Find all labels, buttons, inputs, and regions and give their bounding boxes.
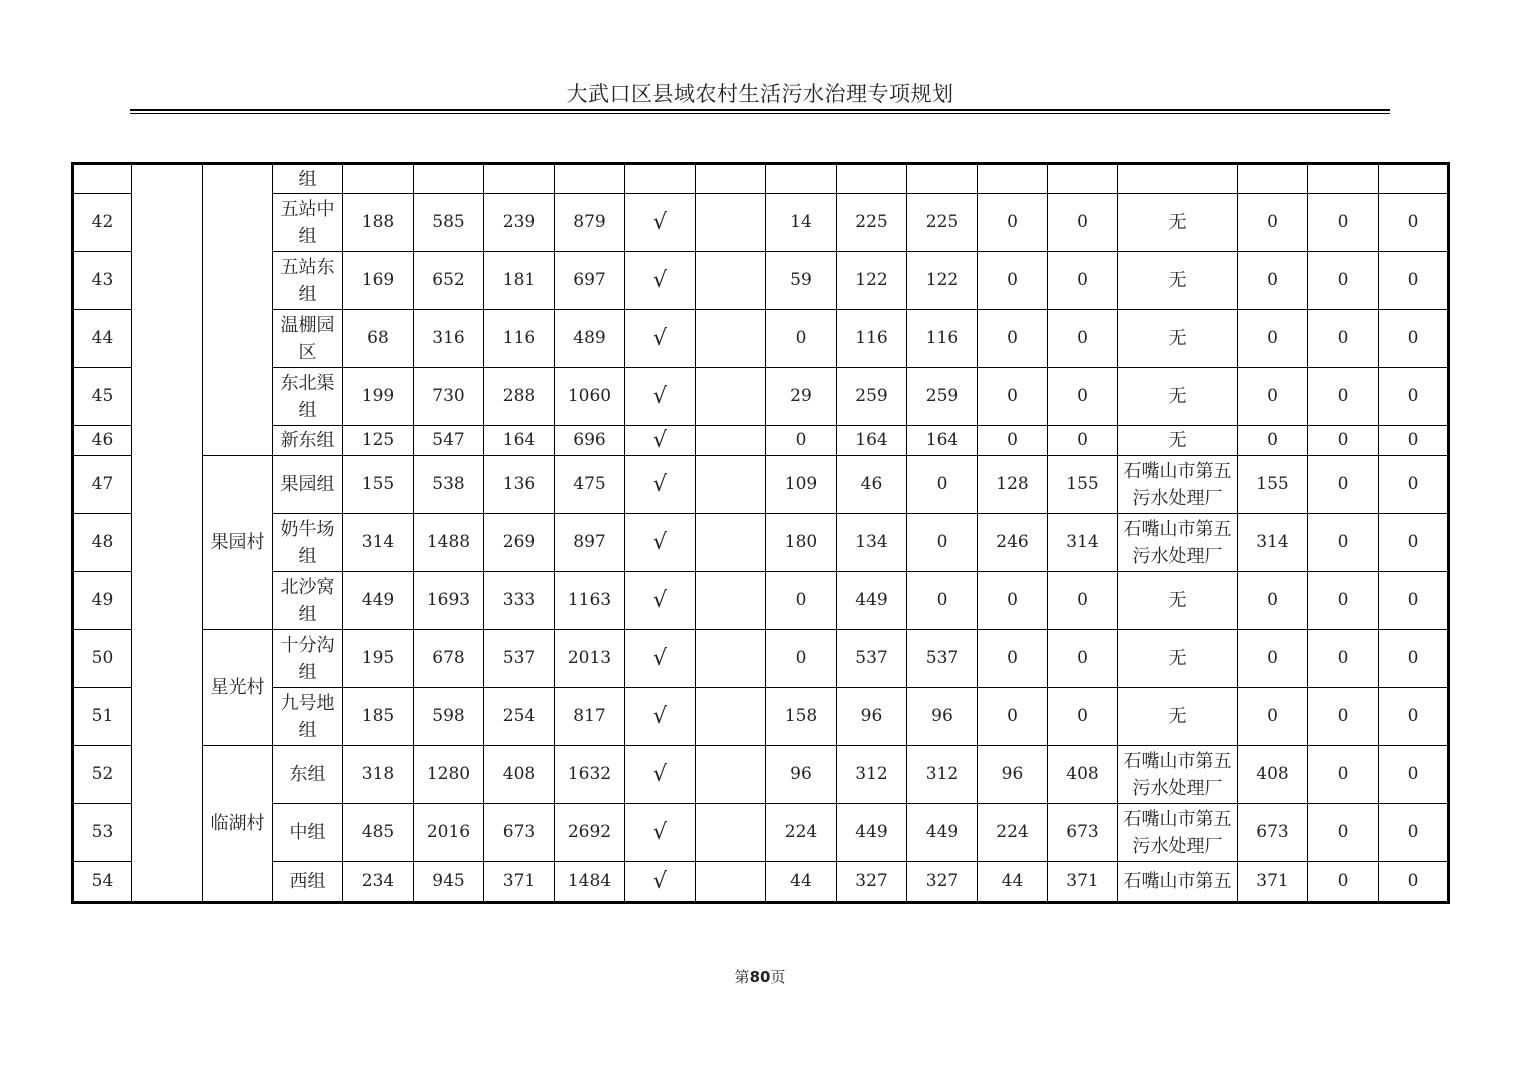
cell-value: 0 — [978, 572, 1048, 630]
cell-value: 158 — [766, 688, 837, 746]
cell-group: 五站东组 — [273, 252, 343, 310]
cell-value: 2016 — [414, 804, 484, 862]
table-row — [73, 514, 1449, 572]
cell-group: 中组 — [273, 804, 343, 862]
cell-check-mark: √ — [625, 456, 696, 514]
cell-value: 0 — [978, 368, 1048, 426]
table-row — [73, 630, 1449, 688]
cell-value: 730 — [414, 368, 484, 426]
cell-check-mark: √ — [625, 572, 696, 630]
cell-value: 0 — [1048, 252, 1118, 310]
cell-value — [696, 368, 766, 426]
cell-value: 408 — [1238, 746, 1308, 804]
cell-value: 1163 — [555, 572, 625, 630]
cell-value: 1484 — [555, 862, 625, 903]
cell-value: 0 — [1048, 194, 1118, 252]
cell-value: 1060 — [555, 368, 625, 426]
header-rule-thin — [130, 113, 1390, 114]
cell-value: 155 — [1048, 456, 1118, 514]
cell-no: 50 — [73, 630, 132, 688]
page-header-title: 大武口区县域农村生活污水治理专项规划 — [566, 82, 954, 106]
cell-no: 43 — [73, 252, 132, 310]
cell-no: 49 — [73, 572, 132, 630]
cell-value: 68 — [343, 310, 414, 368]
cell-value: 449 — [837, 572, 907, 630]
cell-group: 新东组 — [273, 426, 343, 456]
cell-township — [132, 164, 203, 903]
cell-group: 温棚园区 — [273, 310, 343, 368]
cell-value: 0 — [1308, 426, 1379, 456]
cell-value — [696, 252, 766, 310]
cell-value: 0 — [766, 572, 837, 630]
table-row-continued — [73, 164, 1449, 194]
cell-value: 314 — [1238, 514, 1308, 572]
table-row — [73, 310, 1449, 368]
cell-value — [696, 746, 766, 804]
cell-value: 0 — [1308, 746, 1379, 804]
cell-check-mark: √ — [625, 310, 696, 368]
cell-no — [73, 164, 132, 194]
cell-value — [696, 456, 766, 514]
cell-value: 0 — [1308, 514, 1379, 572]
cell-value: 537 — [484, 630, 555, 688]
cell-value: 314 — [1048, 514, 1118, 572]
cell-value: 0 — [1048, 368, 1118, 426]
table-row — [73, 368, 1449, 426]
cell-value: 0 — [1238, 630, 1308, 688]
cell-value: 673 — [484, 804, 555, 862]
cell-treatment-plant: 无 — [1118, 688, 1238, 746]
cell-value: 224 — [978, 804, 1048, 862]
cell-value: 537 — [907, 630, 978, 688]
cell-no: 53 — [73, 804, 132, 862]
cell-value: 155 — [1238, 456, 1308, 514]
table-row — [73, 456, 1449, 514]
cell-treatment-plant: 石嘴山市第五 — [1118, 862, 1238, 903]
cell-value: 312 — [837, 746, 907, 804]
cell-value: 0 — [766, 310, 837, 368]
cell-value: 0 — [978, 194, 1048, 252]
cell-no: 48 — [73, 514, 132, 572]
cell-value: 116 — [484, 310, 555, 368]
cell-value: 408 — [1048, 746, 1118, 804]
cell-value: 696 — [555, 426, 625, 456]
cell-village: 临湖村 — [203, 746, 273, 903]
cell-value: 169 — [343, 252, 414, 310]
cell-value: 164 — [484, 426, 555, 456]
cell-value: 598 — [414, 688, 484, 746]
cell-value: 180 — [766, 514, 837, 572]
cell-value: 0 — [1308, 804, 1379, 862]
cell-value: 449 — [343, 572, 414, 630]
cell-value: 164 — [837, 426, 907, 456]
table-row — [73, 688, 1449, 746]
cell-value — [696, 688, 766, 746]
cell-value: 246 — [978, 514, 1048, 572]
cell-value: 14 — [766, 194, 837, 252]
cell-check-mark: √ — [625, 368, 696, 426]
cell-value: 109 — [766, 456, 837, 514]
cell-check-mark: √ — [625, 194, 696, 252]
cell-value: 0 — [1048, 688, 1118, 746]
cell-value — [696, 514, 766, 572]
table-row — [73, 194, 1449, 252]
cell-value — [696, 194, 766, 252]
cell-treatment-plant: 石嘴山市第五污水处理厂 — [1118, 804, 1238, 862]
cell-value: 1693 — [414, 572, 484, 630]
cell-value: 164 — [907, 426, 978, 456]
cell-check-mark: √ — [625, 426, 696, 456]
cell-value: 2692 — [555, 804, 625, 862]
cell-no: 54 — [73, 862, 132, 903]
cell-value: 259 — [907, 368, 978, 426]
cell-value: 225 — [837, 194, 907, 252]
cell-value: 673 — [1238, 804, 1308, 862]
cell-value: 0 — [1379, 252, 1449, 310]
cell-value: 0 — [1379, 862, 1449, 903]
cell-value: 0 — [1308, 688, 1379, 746]
cell-value: 0 — [978, 252, 1048, 310]
cell-value: 538 — [414, 456, 484, 514]
cell-value: 0 — [1379, 426, 1449, 456]
cell-value: 652 — [414, 252, 484, 310]
cell-value: 945 — [414, 862, 484, 903]
cell-value: 879 — [555, 194, 625, 252]
cell-value: 449 — [837, 804, 907, 862]
cell-value: 0 — [1048, 426, 1118, 456]
cell-no: 42 — [73, 194, 132, 252]
cell-value: 0 — [1379, 572, 1449, 630]
cell-value: 371 — [1238, 862, 1308, 903]
cell-value: 0 — [907, 572, 978, 630]
cell-value: 585 — [414, 194, 484, 252]
cell-value: 224 — [766, 804, 837, 862]
cell-no: 45 — [73, 368, 132, 426]
cell-value: 547 — [414, 426, 484, 456]
cell-no: 47 — [73, 456, 132, 514]
cell-check-mark: √ — [625, 514, 696, 572]
cell-value: 0 — [1379, 514, 1449, 572]
cell-value: 0 — [766, 630, 837, 688]
cell-no: 46 — [73, 426, 132, 456]
cell-value: 0 — [1308, 368, 1379, 426]
cell-value: 316 — [414, 310, 484, 368]
cell-check-mark: √ — [625, 688, 696, 746]
cell-value — [696, 804, 766, 862]
cell-group: 果园组 — [273, 456, 343, 514]
cell-value: 0 — [978, 310, 1048, 368]
cell-value: 0 — [1379, 456, 1449, 514]
cell-value: 199 — [343, 368, 414, 426]
cell-value: 254 — [484, 688, 555, 746]
cell-value: 0 — [978, 630, 1048, 688]
cell-no: 52 — [73, 746, 132, 804]
cell-value: 288 — [484, 368, 555, 426]
cell-value: 96 — [978, 746, 1048, 804]
cell-value: 0 — [1048, 310, 1118, 368]
cell-check-mark: √ — [625, 862, 696, 903]
cell-value: 0 — [1379, 688, 1449, 746]
cell-value: 0 — [1048, 630, 1118, 688]
cell-value: 155 — [343, 456, 414, 514]
cell-village: 果园村 — [203, 456, 273, 630]
cell-value: 0 — [1379, 310, 1449, 368]
cell-value: 181 — [484, 252, 555, 310]
cell-value: 333 — [484, 572, 555, 630]
cell-group: 组 — [273, 164, 343, 194]
cell-value: 0 — [1379, 804, 1449, 862]
table-row — [73, 426, 1449, 456]
cell-value: 0 — [1238, 194, 1308, 252]
cell-value: 134 — [837, 514, 907, 572]
cell-group: 东组 — [273, 746, 343, 804]
cell-value: 0 — [1308, 630, 1379, 688]
cell-value: 489 — [555, 310, 625, 368]
cell-value: 0 — [1238, 310, 1308, 368]
cell-value: 0 — [907, 514, 978, 572]
cell-value — [696, 630, 766, 688]
cell-value: 0 — [1238, 572, 1308, 630]
cell-value: 1488 — [414, 514, 484, 572]
cell-value: 269 — [484, 514, 555, 572]
cell-value: 2013 — [555, 630, 625, 688]
cell-value: 371 — [484, 862, 555, 903]
cell-value — [696, 310, 766, 368]
cell-value: 371 — [1048, 862, 1118, 903]
cell-value: 0 — [1048, 572, 1118, 630]
cell-value: 128 — [978, 456, 1048, 514]
cell-value: 817 — [555, 688, 625, 746]
cell-value: 44 — [766, 862, 837, 903]
cell-no: 51 — [73, 688, 132, 746]
cell-treatment-plant: 无 — [1118, 630, 1238, 688]
cell-value: 0 — [1238, 426, 1308, 456]
table-row — [73, 746, 1449, 804]
cell-check-mark: √ — [625, 804, 696, 862]
table-row — [73, 862, 1449, 903]
cell-group: 五站中组 — [273, 194, 343, 252]
cell-value: 312 — [907, 746, 978, 804]
cell-value: 0 — [1308, 194, 1379, 252]
cell-value: 259 — [837, 368, 907, 426]
cell-value: 0 — [1379, 630, 1449, 688]
cell-value: 327 — [837, 862, 907, 903]
data-table — [71, 162, 1450, 904]
header-rule-thick — [130, 109, 1390, 111]
cell-value: 136 — [484, 456, 555, 514]
cell-treatment-plant: 无 — [1118, 426, 1238, 456]
cell-value: 234 — [343, 862, 414, 903]
cell-value: 673 — [1048, 804, 1118, 862]
cell-value: 697 — [555, 252, 625, 310]
cell-value: 1280 — [414, 746, 484, 804]
table-row — [73, 252, 1449, 310]
cell-group: 十分沟组 — [273, 630, 343, 688]
cell-treatment-plant: 石嘴山市第五污水处理厂 — [1118, 456, 1238, 514]
cell-treatment-plant: 无 — [1118, 310, 1238, 368]
cell-treatment-plant: 无 — [1118, 194, 1238, 252]
cell-value: 318 — [343, 746, 414, 804]
cell-value: 475 — [555, 456, 625, 514]
cell-no: 44 — [73, 310, 132, 368]
cell-value: 188 — [343, 194, 414, 252]
cell-value: 0 — [1308, 252, 1379, 310]
cell-value: 29 — [766, 368, 837, 426]
cell-group: 北沙窝组 — [273, 572, 343, 630]
cell-value: 0 — [1308, 456, 1379, 514]
cell-value: 46 — [837, 456, 907, 514]
cell-value: 96 — [837, 688, 907, 746]
cell-group: 东北渠组 — [273, 368, 343, 426]
cell-value: 537 — [837, 630, 907, 688]
cell-value — [696, 426, 766, 456]
cell-value: 96 — [907, 688, 978, 746]
cell-check-mark: √ — [625, 252, 696, 310]
cell-treatment-plant: 石嘴山市第五污水处理厂 — [1118, 746, 1238, 804]
cell-value: 0 — [1238, 368, 1308, 426]
cell-value: 0 — [766, 426, 837, 456]
cell-value — [696, 572, 766, 630]
cell-value: 225 — [907, 194, 978, 252]
cell-value: 122 — [837, 252, 907, 310]
cell-value: 0 — [1379, 194, 1449, 252]
cell-village: 星光村 — [203, 630, 273, 746]
cell-village-previous — [203, 164, 273, 456]
cell-value: 0 — [978, 688, 1048, 746]
cell-value: 96 — [766, 746, 837, 804]
cell-value: 185 — [343, 688, 414, 746]
cell-group: 西组 — [273, 862, 343, 903]
cell-check-mark: √ — [625, 746, 696, 804]
table-row — [73, 572, 1449, 630]
cell-value: 239 — [484, 194, 555, 252]
cell-value: 0 — [907, 456, 978, 514]
cell-value: 408 — [484, 746, 555, 804]
cell-value: 0 — [1379, 746, 1449, 804]
cell-treatment-plant: 无 — [1118, 572, 1238, 630]
cell-value: 0 — [1308, 572, 1379, 630]
cell-value: 0 — [1308, 862, 1379, 903]
cell-value: 0 — [1379, 368, 1449, 426]
cell-value: 485 — [343, 804, 414, 862]
cell-value: 116 — [907, 310, 978, 368]
cell-group: 奶牛场组 — [273, 514, 343, 572]
cell-value: 116 — [837, 310, 907, 368]
cell-value: 449 — [907, 804, 978, 862]
cell-check-mark: √ — [625, 630, 696, 688]
cell-treatment-plant: 石嘴山市第五污水处理厂 — [1118, 514, 1238, 572]
cell-value — [696, 862, 766, 903]
cell-value: 44 — [978, 862, 1048, 903]
cell-value: 195 — [343, 630, 414, 688]
cell-value: 897 — [555, 514, 625, 572]
cell-value: 59 — [766, 252, 837, 310]
cell-value: 122 — [907, 252, 978, 310]
cell-value: 327 — [907, 862, 978, 903]
cell-value: 125 — [343, 426, 414, 456]
cell-value: 0 — [1308, 310, 1379, 368]
cell-value: 0 — [1238, 688, 1308, 746]
cell-value: 0 — [978, 426, 1048, 456]
cell-value: 314 — [343, 514, 414, 572]
cell-group: 九号地组 — [273, 688, 343, 746]
cell-value: 1632 — [555, 746, 625, 804]
cell-treatment-plant: 无 — [1118, 368, 1238, 426]
cell-treatment-plant: 无 — [1118, 252, 1238, 310]
cell-value: 678 — [414, 630, 484, 688]
page-number: 第80页 — [734, 968, 786, 986]
table-row — [73, 804, 1449, 862]
cell-value: 0 — [1238, 252, 1308, 310]
